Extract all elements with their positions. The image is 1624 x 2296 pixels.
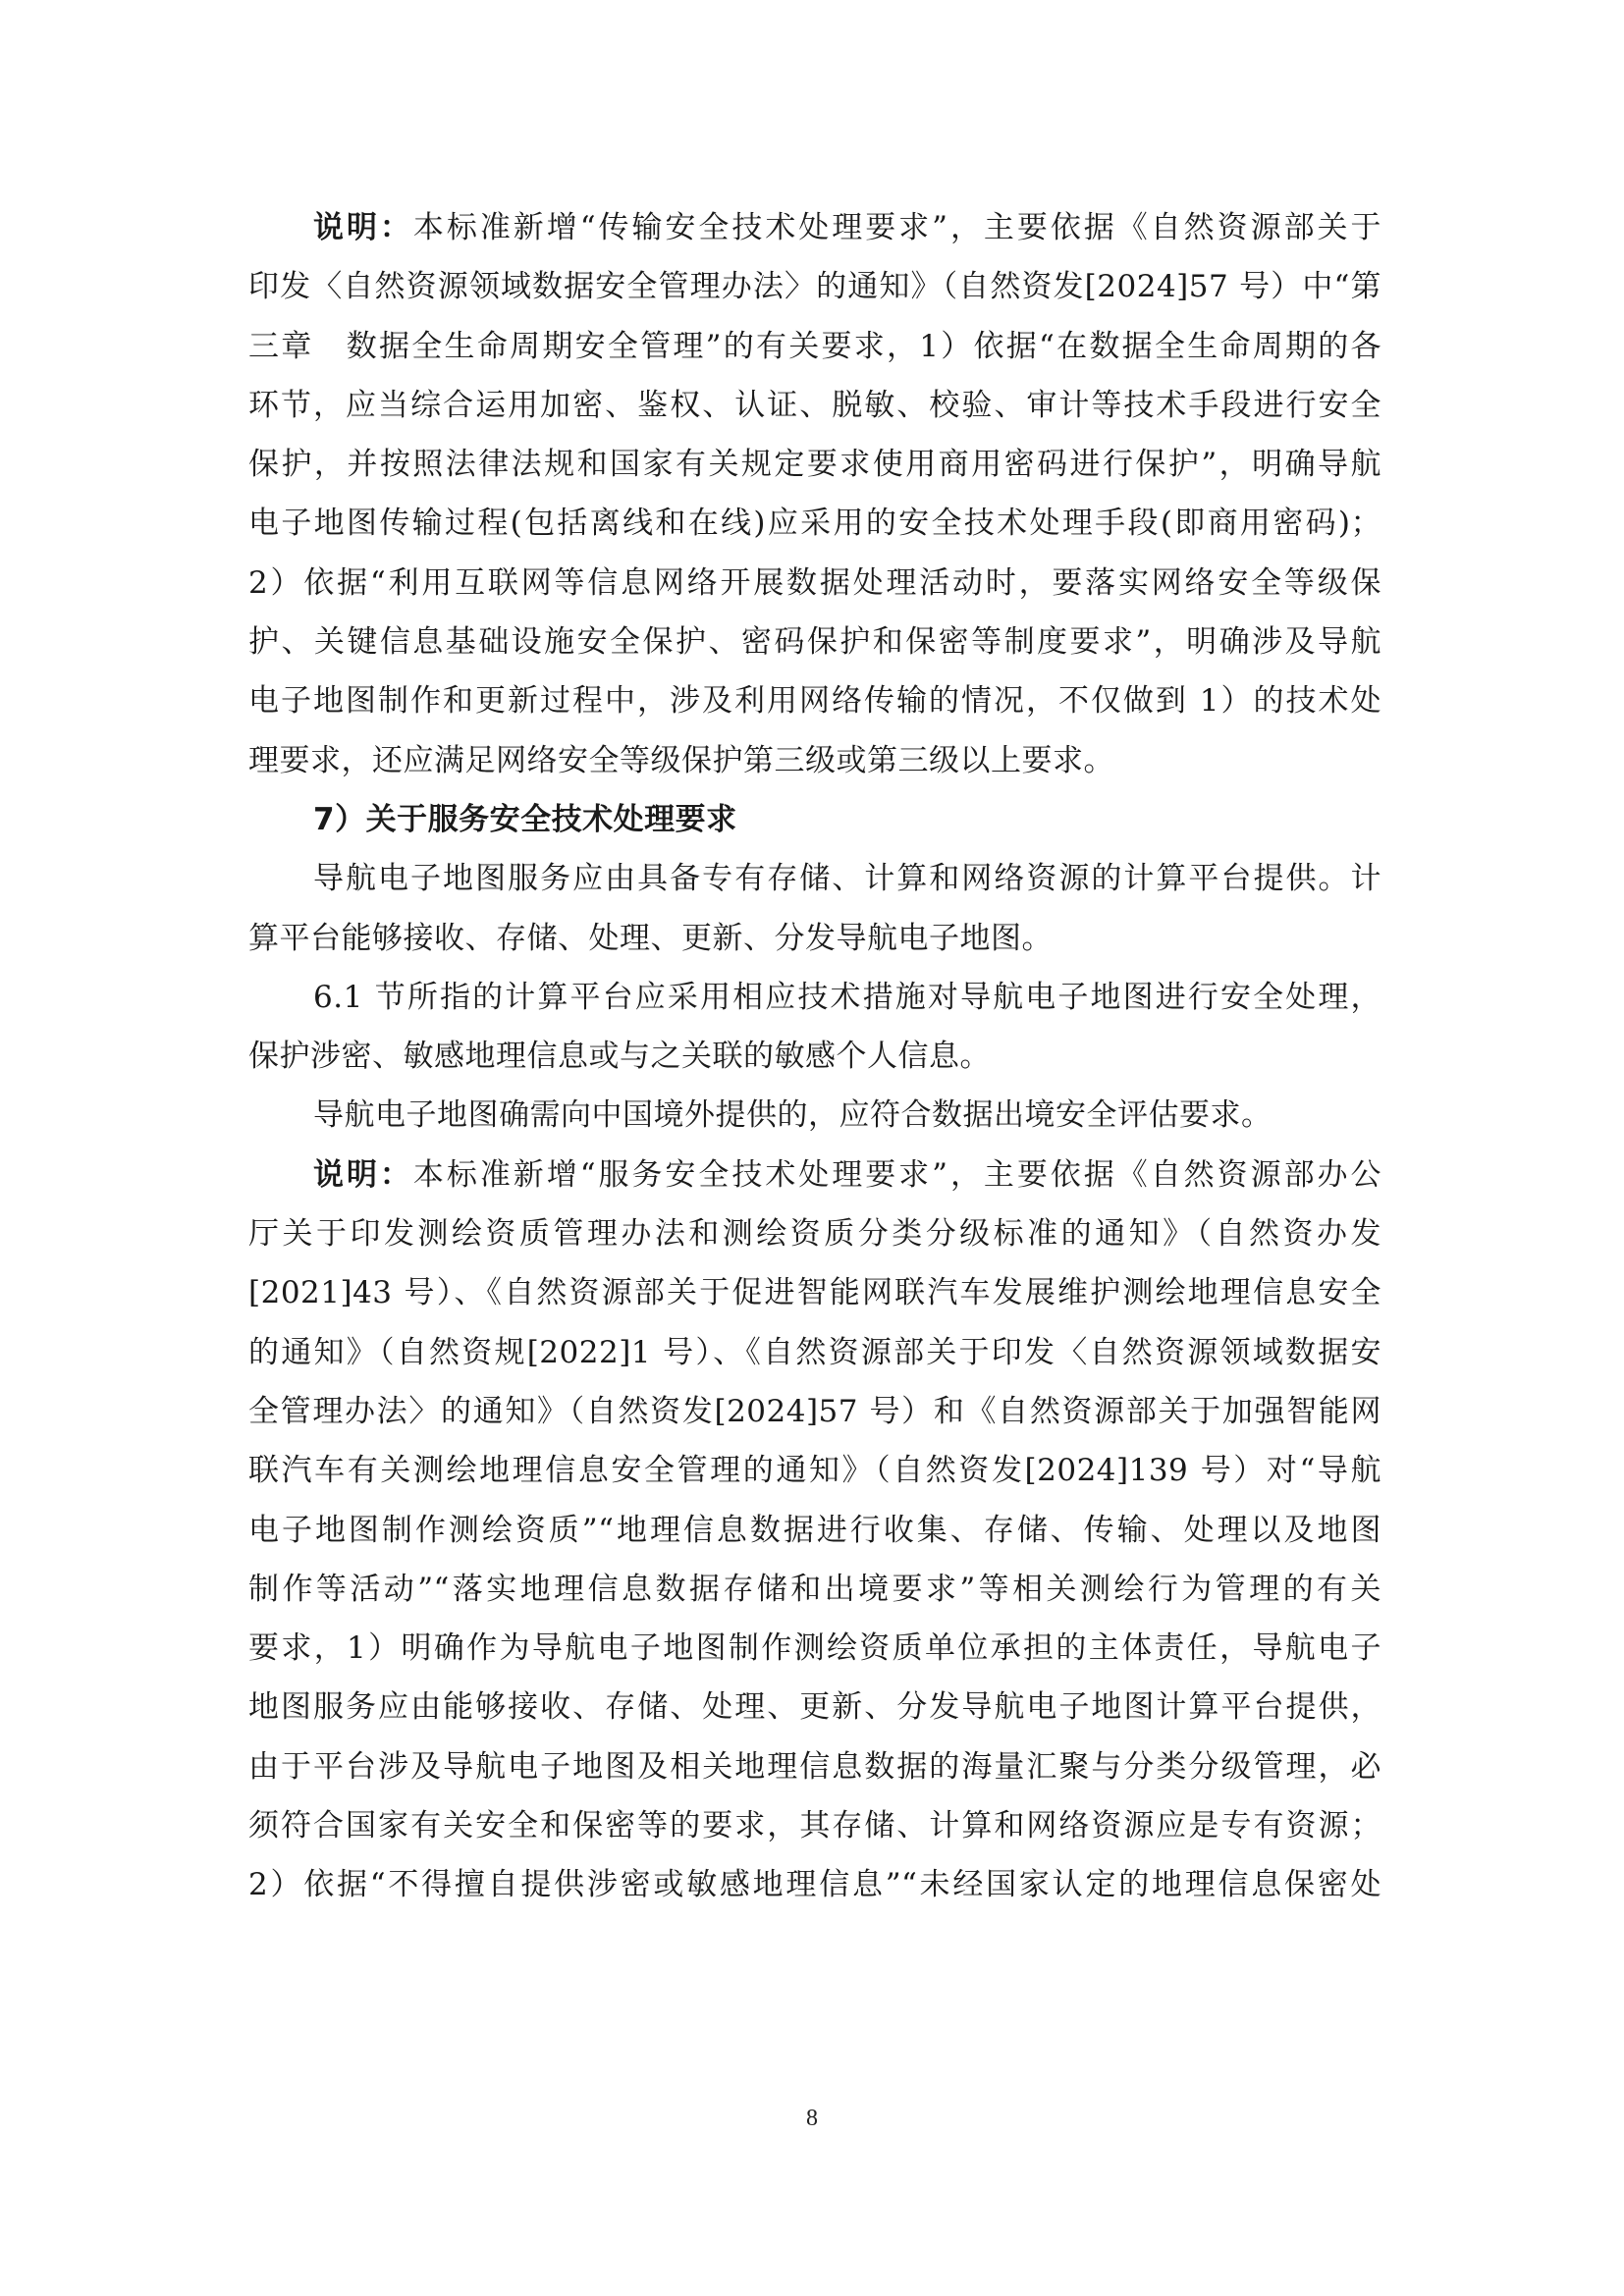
explanation-line [248, 554, 1381, 613]
explanation-line [248, 1501, 1381, 1560]
explanation-label: 说明： [313, 1156, 413, 1193]
line-text: 电子地图传输过程(包括离线和在线)应采用的安全技术处理手段(即商用密码)； [248, 506, 1381, 542]
line-text: 三章 数据全生命周期安全管理”的有关要求，1）依据“在数据全生命周期的各 [248, 328, 1381, 364]
explanation-line [248, 317, 1381, 376]
line-text: 印发〈自然资源领域数据安全管理办法〉的通知》（自然资发[2024]57 号）中“第 [248, 269, 1381, 305]
explanation-line [248, 1441, 1381, 1500]
explanation-line [248, 435, 1381, 494]
explanation-line [248, 1146, 1381, 1204]
line-text: 由于平台涉及导航电子地图及相关地理信息数据的海量汇聚与分类分级管理，必 [248, 1748, 1381, 1785]
explanation-line [248, 1382, 1381, 1441]
page-number: 8 [806, 2106, 818, 2131]
explanation-line [248, 1678, 1381, 1736]
line-text: 导航电子地图确需向中国境外提供的，应符合数据出境安全评估要求。 [313, 1097, 1272, 1134]
line-text: 2）依据“利用互联网等信息网络开展数据处理活动时，要落实网络安全等级保 [248, 564, 1381, 601]
line-text: 理要求，还应满足网络安全等级保护第三级或第三级以上要求。 [248, 742, 1114, 778]
line-text: [2021]43 号）、《自然资源部关于促进智能网联汽车发展维护测绘地理信息安全 [248, 1275, 1381, 1311]
explanation-line [248, 257, 1381, 316]
body-line [248, 849, 1381, 908]
explanation-line [248, 1796, 1381, 1855]
explanation-line [248, 671, 1381, 730]
explanation-line [248, 1855, 1381, 1914]
body-line [248, 1027, 1381, 1086]
line-text: 2）依据“不得擅自提供涉密或敏感地理信息”“未经国家认定的地理信息保密处 [248, 1867, 1381, 1903]
explanation-line [248, 376, 1381, 435]
explanation-line [248, 198, 1381, 257]
explanation-line [248, 1263, 1381, 1322]
line-text: 保护涉密、敏感地理信息或与之关联的敏感个人信息。 [248, 1039, 991, 1075]
document-body [248, 198, 1381, 1915]
line-text: 地图服务应由能够接收、存储、处理、更新、分发导航电子地图计算平台提供， [248, 1689, 1381, 1726]
line-text: 6.1 节所指的计算平台应采用相应技术措施对导航电子地图进行安全处理， [313, 979, 1381, 1015]
line-text: 护、关键信息基础设施安全保护、密码保护和保密等制度要求”，明确涉及导航 [248, 624, 1381, 661]
explanation-line [248, 1619, 1381, 1678]
section-heading: 7）关于服务安全技术处理要求 [313, 801, 737, 837]
explanation-label: 说明： [313, 210, 413, 245]
explanation-line [248, 731, 1381, 790]
line-text: 算平台能够接收、存储、处理、更新、分发导航电子地图。 [248, 920, 1053, 956]
line-text: 全管理办法〉的通知》（自然资发[2024]57 号）和《自然资源部关于加强智能网 [248, 1393, 1381, 1429]
explanation-line [248, 1737, 1381, 1796]
explanation-line [248, 494, 1381, 553]
line-text: 的通知》（自然资规[2022]1 号）、《自然资源部关于印发〈自然资源领域数据安 [248, 1334, 1381, 1370]
explanation-line [248, 613, 1381, 671]
explanation-line [248, 1204, 1381, 1263]
explanation-line [248, 1323, 1381, 1382]
line-text: 制作等活动”“落实地理信息数据存储和出境要求”等相关测绘行为管理的有关 [248, 1571, 1381, 1607]
explanation-line [248, 1560, 1381, 1619]
body-line [248, 968, 1381, 1027]
line-text: 本标准新增“传输安全技术处理要求”，主要依据《自然资源部关于 [412, 210, 1381, 245]
line-text: 厅关于印发测绘资质管理办法和测绘资质分类分级标准的通知》（自然资办发 [248, 1216, 1381, 1253]
line-text: 电子地图制作测绘资质”“地理信息数据进行收集、存储、传输、处理以及地图 [248, 1512, 1381, 1548]
line-text: 电子地图制作和更新过程中，涉及利用网络传输的情况，不仅做到 1）的技术处 [248, 683, 1381, 720]
line-text: 本标准新增“服务安全技术处理要求”，主要依据《自然资源部办公 [412, 1156, 1381, 1193]
body-line [248, 1086, 1381, 1145]
line-text: 保护，并按照法律法规和国家有关规定要求使用商用密码进行保护”，明确导航 [248, 447, 1381, 483]
line-text: 环节，应当综合运用加密、鉴权、认证、脱敏、校验、审计等技术手段进行安全 [248, 387, 1381, 423]
line-text: 联汽车有关测绘地理信息安全管理的通知》（自然资发[2024]139 号）对“导航 [248, 1453, 1381, 1489]
line-text: 须符合国家有关安全和保密等的要求，其存储、计算和网络资源应是专有资源； [248, 1808, 1381, 1844]
body-line [248, 909, 1381, 968]
line-text: 导航电子地图服务应由具备专有存储、计算和网络资源的计算平台提供。计 [313, 861, 1381, 897]
line-text: 要求，1）明确作为导航电子地图制作测绘资质单位承担的主体责任，导航电子 [248, 1630, 1381, 1667]
